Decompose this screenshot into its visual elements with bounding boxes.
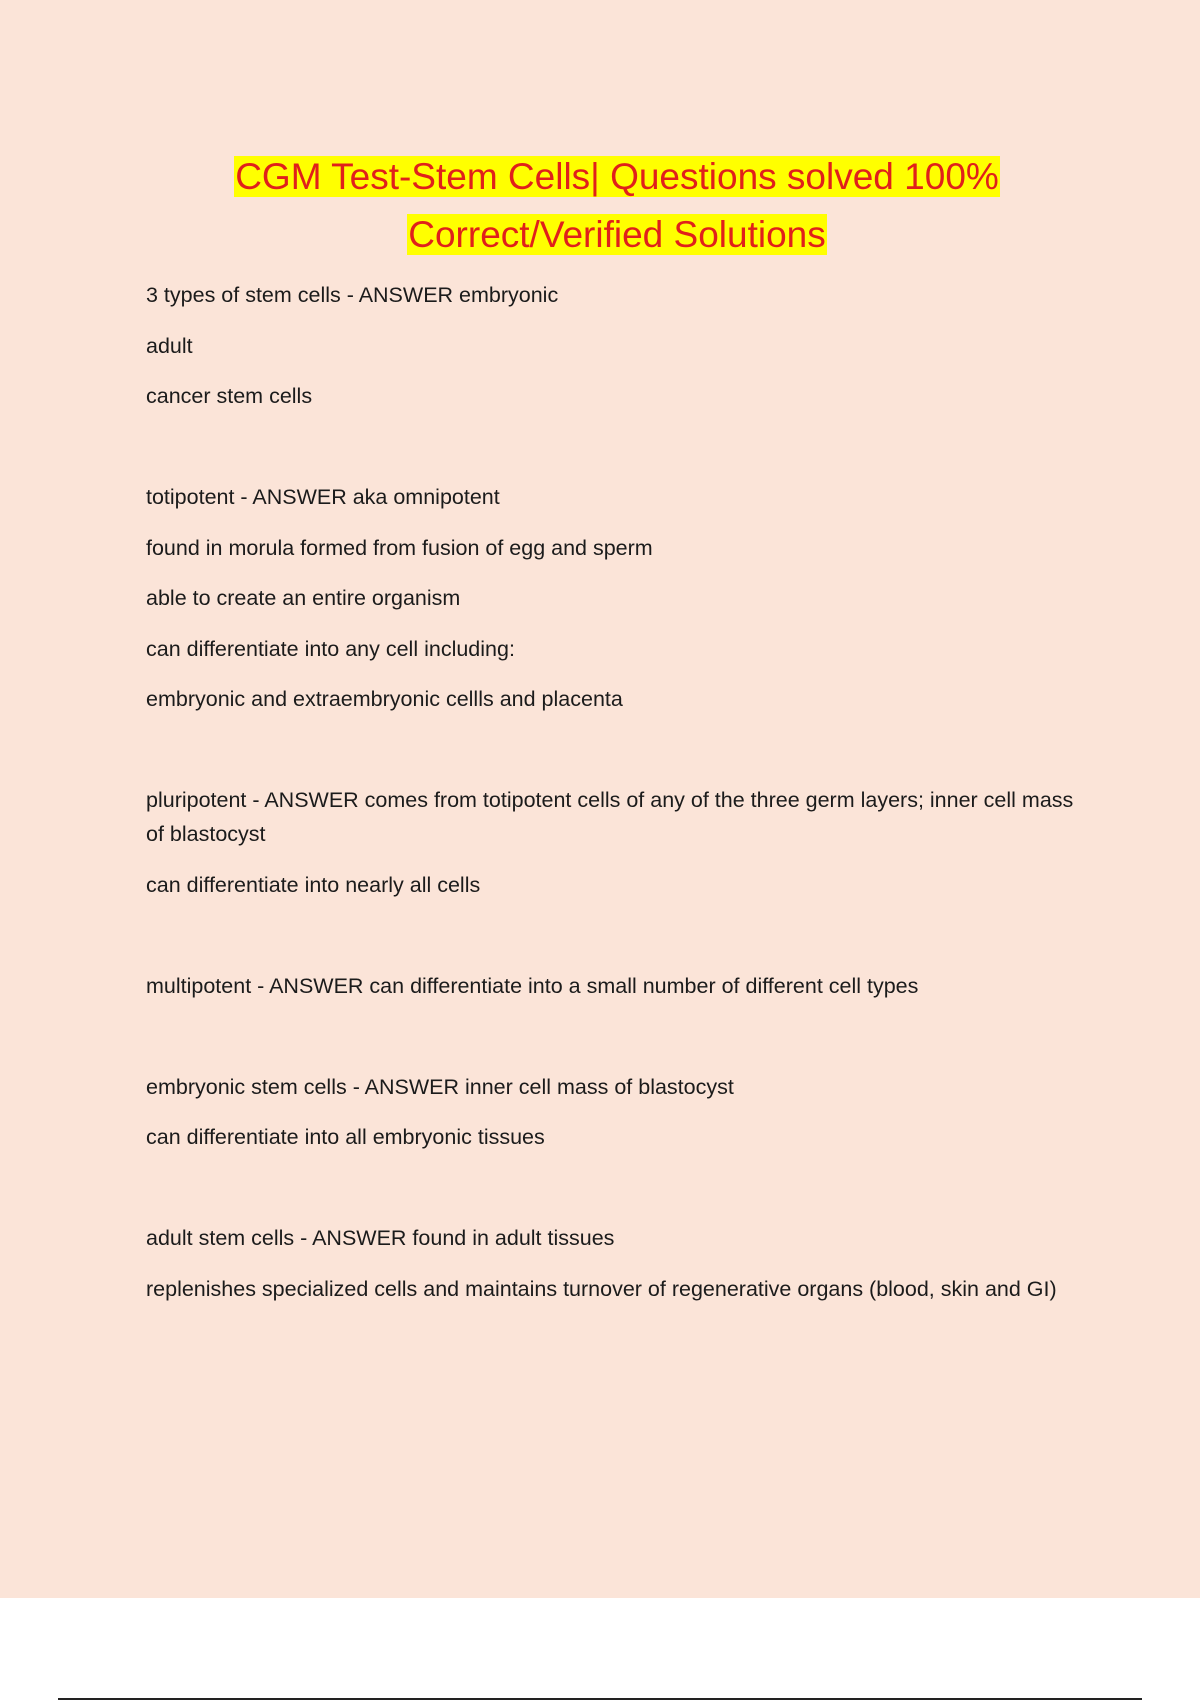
text-line: embryonic and extraembryonic cellls and placenta	[146, 687, 623, 711]
text-line: pluripotent - ANSWER comes from totipotent cells of any of the three germ layers; inner cell mass of blastocyst	[146, 788, 1074, 846]
text-line: totipotent - ANSWER aka omnipotent	[146, 485, 500, 509]
text-line: cancer stem cells	[146, 384, 313, 408]
text-line: found in morula formed from fusion of egg and sperm	[146, 535, 653, 560]
text-line: can differentiate into nearly all cells	[146, 872, 481, 897]
text-line: can differentiate into any cell including:	[146, 636, 515, 661]
text-line: replenishes specialized cells and maintains turnover of regenerative organs (blood, skin and GI)	[146, 1276, 1057, 1301]
text-line: 3 types of stem cells - ANSWER embryonic	[146, 283, 559, 307]
blank-line	[146, 918, 1086, 952]
text-line: able to create an entire organism	[146, 586, 461, 610]
blank-line	[146, 430, 1086, 464]
document-body	[146, 278, 1086, 1322]
text-line: multipotent - ANSWER can differentiate into a small number of different cell types	[146, 973, 919, 998]
page-title	[0, 148, 1200, 264]
blank-line	[146, 1171, 1086, 1205]
blank-line	[146, 1019, 1086, 1053]
text-line: embryonic stem cells - ANSWER inner cell mass of blastocyst	[146, 1074, 734, 1099]
title-line-1: CGM Test-Stem Cells| Questions solved 100%	[235, 156, 999, 197]
text-line: adult	[146, 333, 193, 358]
blank-line	[146, 733, 1086, 767]
text-line: can differentiate into all embryonic tissues	[146, 1125, 545, 1149]
footer-divider	[58, 1698, 1142, 1700]
title-line-2: Correct/Verified Solutions	[408, 214, 826, 255]
text-line: adult stem cells - ANSWER found in adult tissues	[146, 1226, 615, 1250]
